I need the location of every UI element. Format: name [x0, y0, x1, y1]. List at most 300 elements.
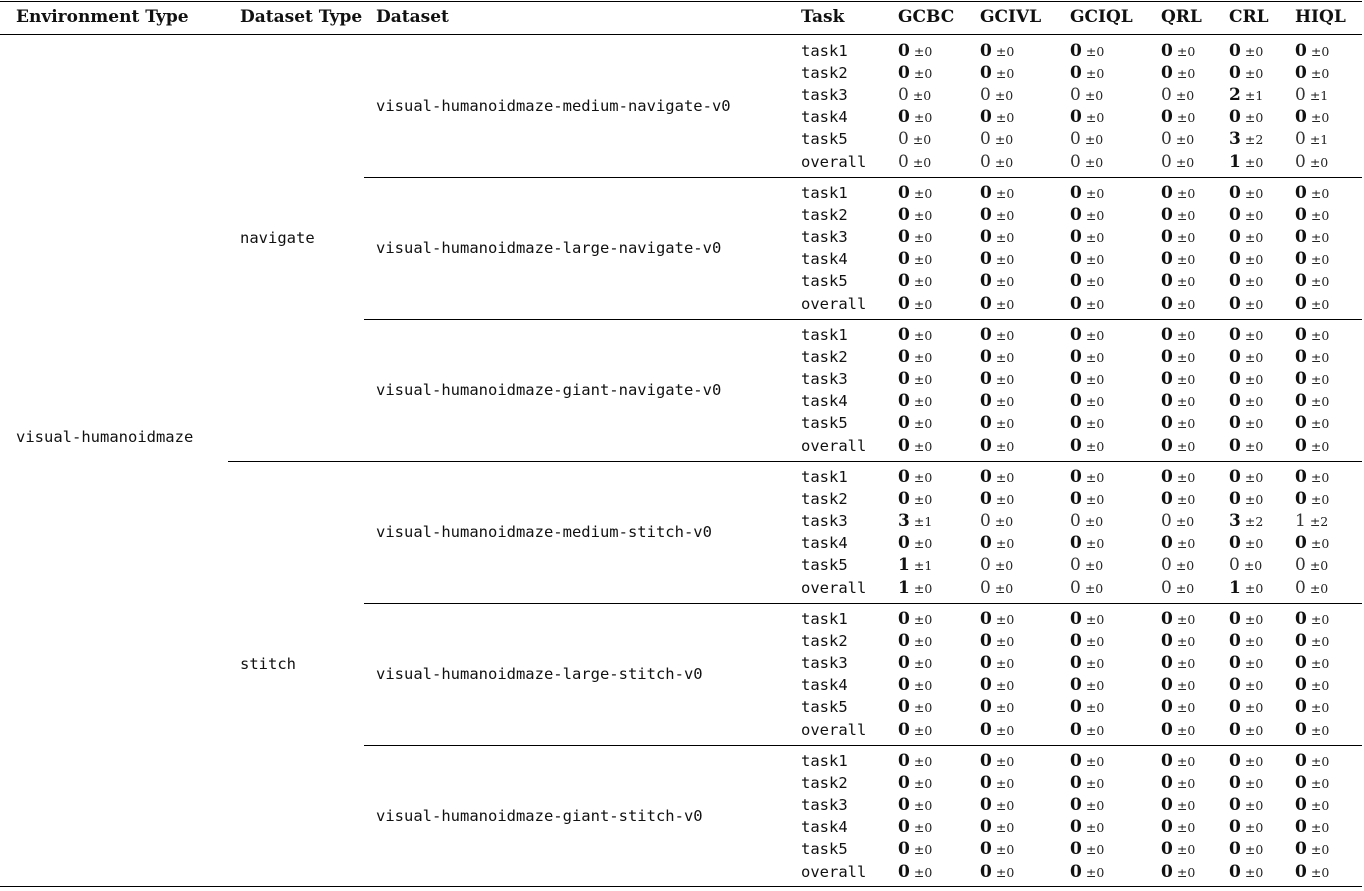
score-value: 0	[1229, 489, 1241, 510]
score-std: ±0	[1176, 274, 1196, 290]
score-value: 0	[1161, 577, 1172, 598]
score-gcbc	[898, 227, 932, 248]
score-std: ±1	[1309, 132, 1329, 148]
score-std: ±0	[913, 656, 933, 672]
score-std: ±0	[1244, 208, 1264, 224]
score-value: 0	[1229, 227, 1241, 248]
score-gcbc	[898, 129, 931, 150]
score-std: ±0	[995, 470, 1015, 485]
score-std: ±0	[1085, 274, 1105, 290]
score-gcbc	[898, 720, 932, 741]
score-gcbc	[898, 347, 932, 368]
score-value: 0	[1161, 533, 1173, 554]
score-value: 0	[980, 347, 992, 368]
score-value: 0	[1070, 631, 1082, 652]
score-gcivl	[980, 85, 1013, 106]
score-std: ±0	[1244, 66, 1264, 82]
score-value: 0	[1161, 183, 1173, 203]
score-hiql	[1295, 436, 1329, 457]
score-hiql	[1295, 773, 1329, 794]
score-gciql	[1070, 369, 1104, 390]
score-value: 0	[1161, 817, 1173, 838]
score-qrl	[1161, 227, 1195, 248]
task-label: task1	[801, 326, 848, 344]
score-std: ±0	[913, 252, 933, 268]
score-value: 0	[980, 249, 992, 270]
score-std: ±0	[1085, 634, 1105, 650]
task-label: task3	[801, 654, 848, 673]
score-value: 0	[1295, 577, 1306, 598]
score-std: ±0	[995, 798, 1015, 814]
score-value: 0	[898, 609, 910, 629]
score-gciql	[1070, 817, 1104, 838]
score-value: 0	[1229, 631, 1241, 652]
score-std: ±0	[995, 186, 1015, 201]
score-value: 0	[1229, 413, 1241, 434]
score-crl	[1229, 249, 1263, 270]
score-qrl	[1161, 578, 1194, 599]
score-qrl	[1161, 413, 1195, 434]
score-value: 0	[980, 533, 992, 554]
score-value: 0	[898, 227, 910, 248]
task-label: task2	[801, 64, 848, 83]
score-std: ±0	[1244, 274, 1264, 290]
score-value: 0	[1161, 555, 1172, 576]
score-gcivl	[980, 205, 1014, 226]
block-separator	[364, 745, 1362, 746]
score-std: ±0	[1085, 438, 1105, 454]
score-crl	[1229, 107, 1263, 128]
score-qrl	[1161, 862, 1195, 883]
score-std: ±0	[1310, 842, 1330, 858]
score-value: 0	[1229, 467, 1241, 487]
score-value: 1	[1229, 151, 1241, 172]
score-gcivl	[980, 41, 1014, 62]
score-qrl	[1161, 129, 1194, 150]
score-value: 1	[1295, 511, 1306, 532]
score-std: ±0	[1310, 612, 1330, 627]
score-std: ±0	[1310, 700, 1330, 716]
score-gcbc	[898, 467, 932, 488]
block-separator	[364, 603, 1362, 604]
score-hiql	[1295, 85, 1328, 106]
score-value: 0	[1295, 227, 1307, 248]
score-std: ±0	[1176, 372, 1196, 388]
score-value: 0	[1295, 129, 1306, 150]
score-value: 0	[1070, 41, 1082, 61]
score-value: 0	[1295, 719, 1307, 740]
score-gcbc	[898, 271, 932, 292]
task-label: task2	[801, 774, 848, 793]
score-std: ±0	[1244, 350, 1264, 366]
score-gcivl	[980, 489, 1014, 510]
score-gciql	[1070, 489, 1104, 510]
score-std: ±0	[1176, 328, 1196, 343]
score-std: ±0	[913, 798, 933, 814]
score-value: 0	[1229, 719, 1241, 740]
score-gcivl	[980, 369, 1014, 390]
score-qrl	[1161, 391, 1195, 412]
score-std: ±0	[1244, 536, 1264, 552]
score-value: 0	[1070, 435, 1082, 456]
score-std: ±0	[1310, 492, 1330, 508]
score-gcivl	[980, 249, 1014, 270]
score-value: 0	[898, 129, 909, 150]
score-std: ±0	[1085, 350, 1105, 366]
score-qrl	[1161, 63, 1195, 84]
score-hiql	[1295, 107, 1329, 128]
score-crl	[1229, 653, 1263, 674]
score-std: ±0	[1244, 186, 1264, 201]
score-std: ±0	[1085, 754, 1105, 769]
task-label: overall	[801, 862, 867, 881]
score-value: 0	[1070, 129, 1081, 150]
score-value: 0	[1295, 41, 1307, 61]
score-std: ±0	[1085, 820, 1105, 836]
score-gcbc	[898, 773, 932, 794]
score-crl	[1229, 751, 1263, 772]
score-qrl	[1161, 773, 1195, 794]
score-value: 0	[980, 773, 992, 794]
score-std: ±0	[1085, 656, 1105, 672]
header-task: Task	[801, 7, 845, 27]
table-top-rule	[0, 1, 1362, 2]
score-qrl	[1161, 533, 1195, 554]
score-std: ±0	[1176, 612, 1196, 627]
task-label: task3	[801, 370, 848, 389]
score-value: 0	[1295, 183, 1307, 203]
score-std: ±0	[913, 186, 933, 201]
score-hiql	[1295, 183, 1329, 204]
score-crl	[1229, 369, 1263, 390]
score-std: ±0	[995, 754, 1015, 769]
score-value: 0	[1161, 773, 1173, 794]
score-std: ±0	[1084, 154, 1104, 170]
score-value: 0	[1295, 435, 1307, 456]
score-value: 0	[1070, 271, 1082, 292]
score-std: ±0	[1175, 154, 1195, 170]
score-std: ±0	[1175, 580, 1195, 596]
score-std: ±0	[1085, 678, 1105, 694]
score-std: ±1	[913, 558, 933, 574]
score-std: ±0	[1310, 864, 1330, 880]
score-value: 0	[1229, 271, 1241, 292]
score-std: ±1	[1244, 88, 1264, 104]
score-std: ±0	[1310, 678, 1330, 694]
score-value: 0	[1229, 555, 1240, 576]
dataset-name: visual-humanoidmaze-giant-navigate-v0	[376, 381, 722, 400]
task-label: task4	[801, 392, 848, 411]
score-value: 0	[980, 577, 991, 598]
score-std: ±0	[1310, 634, 1330, 650]
score-gcbc	[898, 675, 932, 696]
score-value: 0	[1295, 271, 1307, 292]
score-gciql	[1070, 129, 1103, 150]
score-value: 0	[898, 773, 910, 794]
score-value: 0	[898, 653, 910, 674]
score-value: 0	[1070, 413, 1082, 434]
score-value: 0	[1295, 107, 1307, 128]
score-crl	[1229, 489, 1263, 510]
score-gcivl	[980, 107, 1014, 128]
score-qrl	[1161, 271, 1195, 292]
score-value: 0	[898, 151, 909, 172]
score-hiql	[1295, 795, 1329, 816]
score-gcivl	[980, 653, 1014, 674]
score-gcbc	[898, 697, 932, 718]
score-std: ±0	[1244, 394, 1264, 410]
score-gcbc	[898, 609, 932, 630]
score-gcivl	[980, 436, 1014, 457]
score-value: 0	[898, 697, 910, 718]
task-label: task5	[801, 130, 848, 149]
score-value: 0	[1070, 861, 1082, 882]
task-label: overall	[801, 294, 867, 313]
score-gcbc	[898, 325, 932, 346]
score-std: ±0	[995, 252, 1015, 268]
task-label: task2	[801, 490, 848, 509]
score-value: 1	[1229, 577, 1241, 598]
score-value: 0	[1070, 577, 1081, 598]
task-label: task1	[801, 752, 848, 770]
score-value: 0	[980, 85, 991, 106]
score-std: ±0	[913, 350, 933, 366]
score-std: ±0	[913, 612, 933, 627]
score-value: 0	[1229, 795, 1241, 816]
score-value: 0	[898, 107, 910, 128]
score-hiql	[1295, 578, 1328, 599]
score-std: ±0	[1176, 296, 1196, 312]
score-value: 0	[1070, 183, 1082, 203]
score-value: 0	[980, 205, 992, 226]
task-label: task3	[801, 796, 848, 815]
score-std: ±0	[1244, 656, 1264, 672]
score-std: ±0	[913, 776, 933, 792]
score-gcbc	[898, 795, 932, 816]
score-crl	[1229, 631, 1263, 652]
task-label: task4	[801, 250, 848, 269]
score-value: 0	[1295, 151, 1306, 172]
score-gcbc	[898, 85, 931, 106]
score-value: 0	[898, 861, 910, 882]
score-std: ±0	[913, 416, 933, 432]
score-value: 0	[898, 63, 910, 84]
score-gciql	[1070, 436, 1104, 457]
score-value: 0	[1295, 391, 1307, 412]
score-qrl	[1161, 205, 1195, 226]
score-std: ±0	[1176, 186, 1196, 201]
score-std: ±0	[912, 132, 932, 148]
score-value: 0	[980, 325, 992, 345]
score-hiql	[1295, 751, 1329, 772]
score-value: 0	[980, 63, 992, 84]
score-value: 0	[980, 183, 992, 203]
score-qrl	[1161, 555, 1194, 576]
score-value: 0	[1161, 511, 1172, 532]
score-crl	[1229, 839, 1263, 860]
score-std: ±0	[995, 842, 1015, 858]
score-value: 0	[898, 369, 910, 390]
score-std: ±0	[1310, 296, 1330, 312]
score-value: 0	[1070, 697, 1082, 718]
score-std: ±0	[1085, 722, 1105, 738]
score-value: 0	[1070, 795, 1082, 816]
score-value: 0	[1229, 107, 1241, 128]
score-value: 0	[1070, 347, 1082, 368]
score-hiql	[1295, 369, 1329, 390]
score-std: ±0	[1085, 612, 1105, 627]
score-std: ±0	[1085, 296, 1105, 312]
score-value: 0	[980, 413, 992, 434]
score-value: 0	[1229, 533, 1241, 554]
score-std: ±0	[1310, 656, 1330, 672]
score-std: ±0	[1085, 328, 1105, 343]
score-value: 0	[980, 653, 992, 674]
score-value: 0	[1161, 325, 1173, 345]
score-value: 2	[1229, 85, 1241, 106]
score-gcbc	[898, 436, 932, 457]
score-value: 0	[898, 347, 910, 368]
score-std: ±0	[1085, 864, 1105, 880]
score-gciql	[1070, 107, 1104, 128]
score-std: ±0	[995, 372, 1015, 388]
score-std: ±0	[1085, 470, 1105, 485]
task-label: task1	[801, 468, 848, 486]
score-hiql	[1295, 675, 1329, 696]
score-qrl	[1161, 511, 1194, 532]
score-std: ±0	[1244, 722, 1264, 738]
score-std: ±0	[1310, 66, 1330, 82]
score-crl	[1229, 511, 1263, 532]
score-hiql	[1295, 227, 1329, 248]
score-crl	[1229, 205, 1263, 226]
score-qrl	[1161, 41, 1195, 62]
score-gcivl	[980, 817, 1014, 838]
score-std: ±0	[1175, 558, 1195, 574]
score-value: 0	[1161, 293, 1173, 314]
task-label: task4	[801, 676, 848, 695]
score-hiql	[1295, 413, 1329, 434]
task-label: task5	[801, 556, 848, 575]
score-std: ±0	[995, 44, 1015, 59]
score-gcbc	[898, 152, 931, 173]
score-std: ±0	[1309, 580, 1329, 596]
score-value: 0	[1295, 751, 1307, 771]
score-gcivl	[980, 555, 1013, 576]
score-value: 0	[1070, 751, 1082, 771]
score-hiql	[1295, 653, 1329, 674]
score-std: ±0	[994, 558, 1014, 574]
score-value: 0	[1295, 817, 1307, 838]
score-std: ±0	[1244, 328, 1264, 343]
score-std: ±0	[1176, 842, 1196, 858]
score-crl	[1229, 183, 1263, 204]
score-crl	[1229, 795, 1263, 816]
score-std: ±0	[1084, 88, 1104, 104]
score-hiql	[1295, 489, 1329, 510]
score-std: ±0	[1176, 700, 1196, 716]
score-value: 0	[1229, 183, 1241, 203]
score-value: 0	[1161, 205, 1173, 226]
score-hiql	[1295, 555, 1328, 576]
score-value: 0	[1161, 839, 1173, 860]
score-std: ±0	[913, 470, 933, 485]
score-value: 0	[1295, 861, 1307, 882]
score-gcivl	[980, 675, 1014, 696]
score-hiql	[1295, 817, 1329, 838]
score-gcbc	[898, 413, 932, 434]
score-gciql	[1070, 862, 1104, 883]
score-value: 0	[1229, 817, 1241, 838]
score-gciql	[1070, 653, 1104, 674]
score-std: ±0	[1310, 110, 1330, 126]
table-header-rule	[0, 34, 1362, 35]
score-gcbc	[898, 249, 932, 270]
score-std: ±0	[1310, 274, 1330, 290]
score-value: 0	[1229, 609, 1241, 629]
score-crl	[1229, 533, 1263, 554]
score-gcivl	[980, 325, 1014, 346]
task-label: task4	[801, 108, 848, 127]
score-std: ±0	[1085, 492, 1105, 508]
score-qrl	[1161, 85, 1194, 106]
score-value: 0	[898, 719, 910, 740]
score-gciql	[1070, 697, 1104, 718]
dataset-name: visual-humanoidmaze-large-stitch-v0	[376, 665, 703, 684]
score-gcbc	[898, 839, 932, 860]
header-gcivl: GCIVL	[980, 7, 1042, 27]
score-std: ±0	[1244, 842, 1264, 858]
score-value: 0	[980, 151, 991, 172]
score-gcivl	[980, 511, 1013, 532]
score-value: 0	[980, 435, 992, 456]
score-std: ±0	[995, 274, 1015, 290]
score-qrl	[1161, 609, 1195, 630]
score-hiql	[1295, 325, 1329, 346]
score-gcbc	[898, 63, 932, 84]
score-value: 0	[980, 293, 992, 314]
header-crl: CRL	[1229, 7, 1269, 27]
score-std: ±0	[995, 864, 1015, 880]
score-std: ±0	[1085, 252, 1105, 268]
score-std: ±0	[1244, 798, 1264, 814]
score-std: ±0	[995, 208, 1015, 224]
score-value: 0	[1070, 533, 1082, 554]
score-value: 1	[898, 577, 910, 598]
score-std: ±0	[1244, 154, 1264, 170]
score-std: ±0	[1243, 558, 1263, 574]
score-hiql	[1295, 511, 1328, 532]
score-std: ±0	[1310, 328, 1330, 343]
score-value: 0	[1229, 249, 1241, 270]
score-value: 0	[1070, 839, 1082, 860]
score-value: 0	[898, 489, 910, 510]
score-std: ±0	[1244, 230, 1264, 246]
score-std: ±0	[1244, 580, 1264, 596]
score-value: 0	[898, 467, 910, 487]
dataset-name: visual-humanoidmaze-medium-stitch-v0	[376, 523, 712, 542]
score-crl	[1229, 467, 1263, 488]
score-std: ±0	[1244, 110, 1264, 126]
score-std: ±0	[995, 492, 1015, 508]
score-value: 0	[1070, 151, 1081, 172]
score-gciql	[1070, 675, 1104, 696]
score-crl	[1229, 413, 1263, 434]
score-value: 1	[898, 555, 910, 576]
score-gciql	[1070, 183, 1104, 204]
score-value: 0	[1161, 751, 1173, 771]
score-std: ±0	[913, 208, 933, 224]
